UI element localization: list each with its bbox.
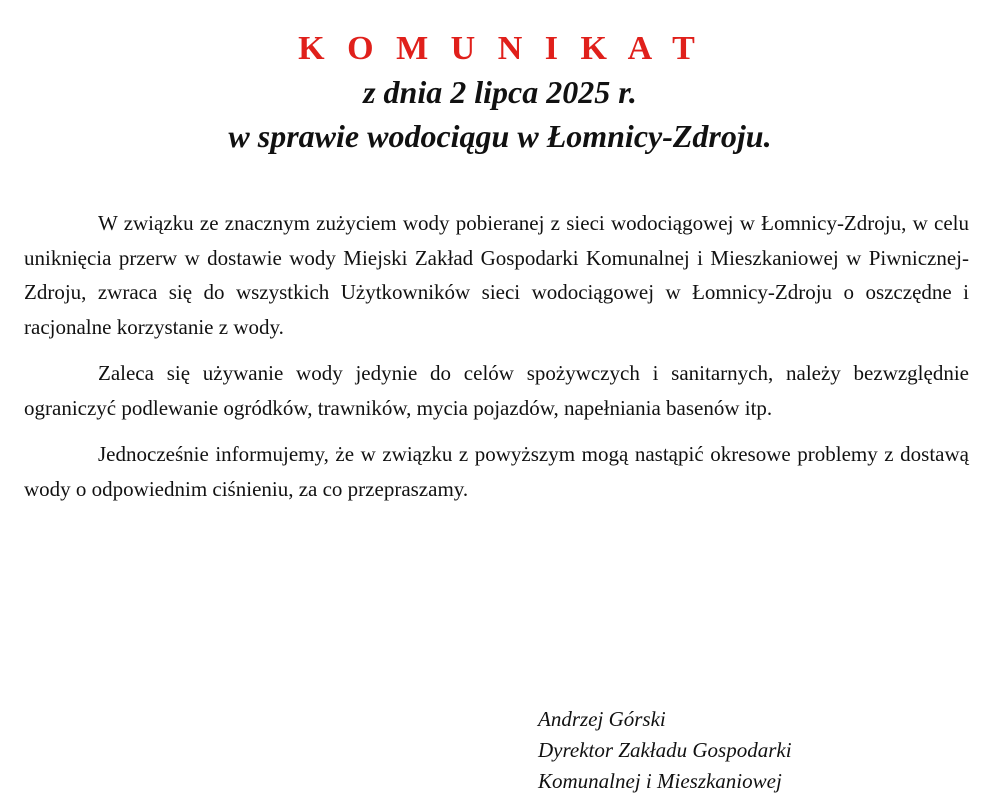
- signature-position-line-1: Dyrektor Zakładu Gospodarki: [538, 738, 792, 762]
- paragraph-pressure-notice: Jednocześnie informujemy, że w związku z powyższym mogą nastąpić okresowe problemy z dostawą wody o odpowiednim ciśnieniu, za co przepraszamy.: [24, 442, 969, 501]
- paragraph-water-usage: W związku ze znacznym zużyciem wody pobieranej z sieci wodociągowej w Łomnicy-Zdroju, w celu uniknięcia przerw w dostawie wody Miejski Zakład Gospodarki Komunalnej i Mieszkaniowej w Piwnicznej-Zdroju, zwraca się do wszystkich Użytkowników sieci wodociągowej w Łomnicy-Zdroju o oszczędne i racjonalne korzystanie z wody.: [24, 211, 969, 339]
- document-title: K O M U N I K A T: [298, 30, 702, 67]
- document-subject: w sprawie wodociągu w Łomnicy-Zdroju.: [228, 118, 772, 154]
- document-header: [0, 28, 1000, 158]
- signature-position-line-2: Komunalnej i Mieszkaniowej: [538, 769, 782, 793]
- document-body: [24, 206, 969, 518]
- document-date: z dnia 2 lipca 2025 r.: [363, 74, 637, 110]
- signature-block: [538, 704, 792, 797]
- paragraph-recommendations: Zaleca się używanie wody jedynie do celów spożywczych i sanitarnych, należy bezwzględnie ograniczyć podlewanie ogródków, trawników, mycia pojazdów, napełniania basenów itp.: [24, 361, 969, 420]
- signature-name: Andrzej Górski: [538, 707, 666, 731]
